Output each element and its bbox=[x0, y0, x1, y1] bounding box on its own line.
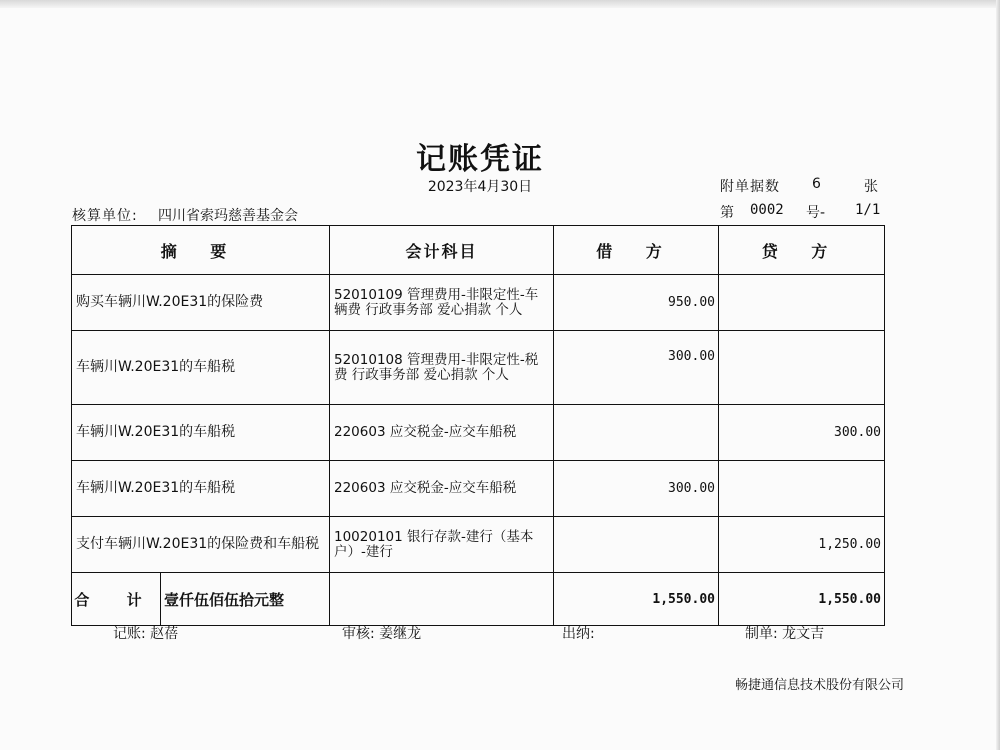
row-account: 52010108 管理费用-非限定性-税费 行政事务部 爱心捐款 个人 bbox=[330, 331, 554, 405]
voucher-title: 记账凭证 bbox=[416, 142, 544, 177]
attachments-label: 附单据数 bbox=[720, 179, 780, 195]
reviewer-signature: 审核: 姜继龙 bbox=[342, 626, 422, 642]
header-summary: 摘 要 bbox=[72, 226, 330, 275]
row-debit: 300.00 bbox=[554, 461, 719, 517]
voucher-number-label: 第 bbox=[720, 205, 734, 221]
company-name: 畅捷通信息技术股份有限公司 bbox=[735, 678, 905, 693]
attachments-unit: 张 bbox=[864, 179, 878, 195]
row-summary: 车辆川W.20E31的车船税 bbox=[72, 461, 330, 517]
row-debit bbox=[554, 517, 719, 573]
row-debit: 950.00 bbox=[554, 275, 719, 331]
table-row bbox=[72, 461, 885, 517]
cashier-signature: 出纳: bbox=[562, 626, 595, 642]
table-row bbox=[72, 331, 885, 405]
header-credit: 贷 方 bbox=[719, 226, 885, 275]
table-row bbox=[72, 517, 885, 573]
bookkeeper-signature: 记账: 赵蓓 bbox=[113, 626, 179, 642]
total-account-blank bbox=[330, 573, 554, 626]
table-header-row bbox=[72, 226, 885, 275]
row-account: 220603 应交税金-应交车船税 bbox=[330, 461, 554, 517]
attachments-count: 6 bbox=[812, 176, 821, 192]
row-credit: 300.00 bbox=[719, 405, 885, 461]
row-credit: 1,250.00 bbox=[719, 517, 885, 573]
row-credit bbox=[719, 275, 885, 331]
row-debit bbox=[554, 405, 719, 461]
voucher-date: 2023年4月30日 bbox=[427, 179, 533, 195]
total-row bbox=[72, 573, 885, 626]
header-account: 会计科目 bbox=[330, 226, 554, 275]
accounting-unit-label: 核算单位: bbox=[72, 208, 138, 224]
voucher-number-suffix: 号- bbox=[806, 205, 826, 221]
table-row bbox=[72, 405, 885, 461]
row-account: 52010109 管理费用-非限定性-车辆费 行政事务部 爱心捐款 个人 bbox=[330, 275, 554, 331]
total-label: 合 计 bbox=[72, 573, 161, 625]
total-debit: 1,550.00 bbox=[554, 573, 719, 626]
total-credit: 1,550.00 bbox=[719, 573, 885, 626]
row-summary: 购买车辆川W.20E31的保险费 bbox=[72, 275, 330, 331]
row-credit bbox=[719, 461, 885, 517]
row-summary: 支付车辆川W.20E31的保险费和车船税 bbox=[72, 517, 330, 573]
accounting-unit-value: 四川省索玛慈善基金会 bbox=[158, 208, 298, 224]
row-summary: 车辆川W.20E31的车船税 bbox=[72, 405, 330, 461]
voucher-number: 0002 bbox=[750, 202, 784, 218]
row-debit: 300.00 bbox=[554, 331, 719, 405]
row-summary: 车辆川W.20E31的车船税 bbox=[72, 331, 330, 405]
total-cell bbox=[72, 573, 330, 626]
voucher-page: 1/1 bbox=[855, 202, 881, 218]
row-credit bbox=[719, 331, 885, 405]
row-account: 220603 应交税金-应交车船税 bbox=[330, 405, 554, 461]
header-debit: 借 方 bbox=[554, 226, 719, 275]
row-account: 10020101 银行存款-建行（基本户）-建行 bbox=[330, 517, 554, 573]
voucher-table bbox=[71, 225, 885, 626]
total-amount-in-words: 壹仟伍佰伍拾元整 bbox=[164, 590, 285, 609]
preparer-signature: 制单: 龙文吉 bbox=[745, 626, 825, 642]
table-row bbox=[72, 275, 885, 331]
